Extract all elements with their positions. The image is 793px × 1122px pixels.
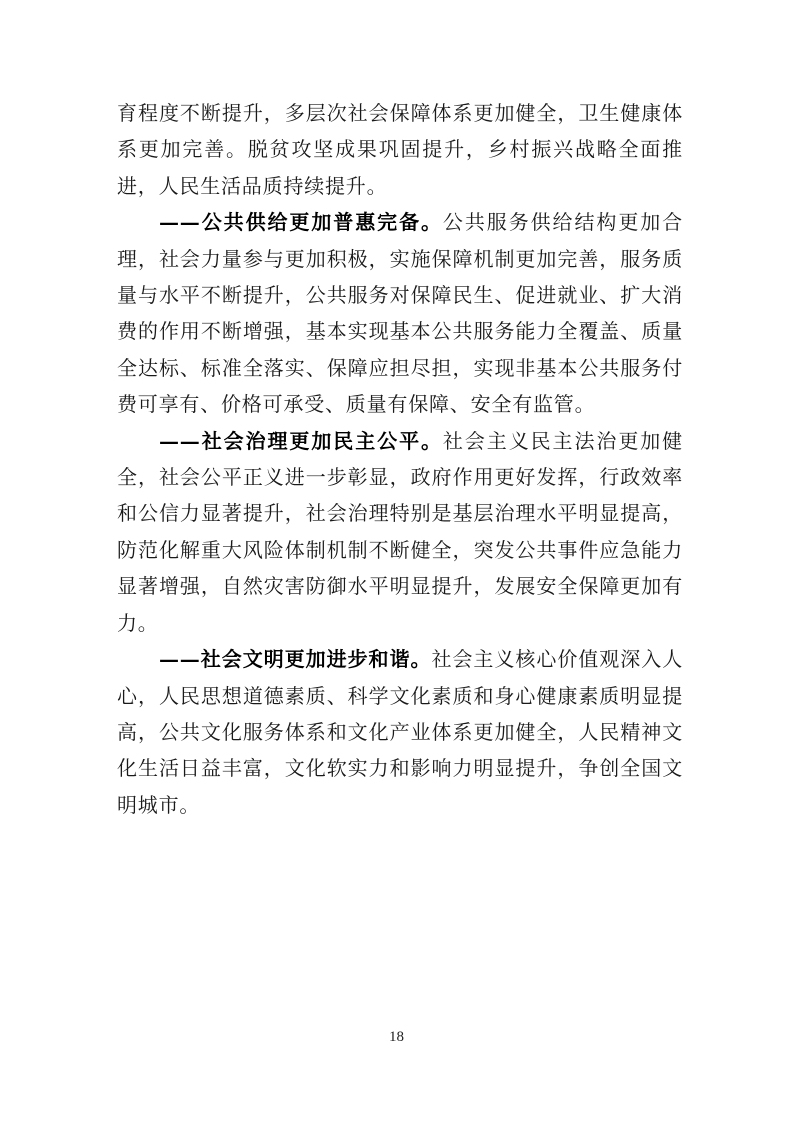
paragraph-text: 育程度不断提升，多层次社会保障体系更加健全，卫生健康体系更加完善。脱贫攻坚成果巩固提升，乡村振兴战略全面推进，人民生活品质持续提升。 bbox=[117, 101, 683, 198]
paragraph-social-governance bbox=[117, 423, 683, 641]
paragraph-text: 社会主义核心价值观深入人心，人民思想道德素质、科学文化素质和身心健康素质明显提高，公共文化服务体系和文化产业体系更加健全，人民精神文化生活日益丰富，文化软实力和影响力明显提升，争创全国文明城市。 bbox=[117, 647, 683, 817]
paragraph-continuation bbox=[117, 95, 683, 204]
paragraph-social-civilization bbox=[117, 641, 683, 823]
paragraph-text: 公共服务供给结构更加合理，社会力量参与更加积极，实施保障机制更加完善，服务质量与水平不断提升，公共服务对保障民生、促进就业、扩大消费的作用不断增强，基本实现基本公共服务能力全覆盖、质量全达标、标准全落实、保障应担尽担，实现非基本公共服务付费可享有、价格可承受、质量有保障、安全有监管。 bbox=[117, 210, 683, 417]
paragraph-public-supply bbox=[117, 204, 683, 422]
page-number: 18 bbox=[389, 1029, 404, 1045]
body-text bbox=[117, 95, 683, 823]
paragraph-heading: ——公共供给更加普惠完备。 bbox=[159, 210, 443, 235]
paragraph-heading: ——社会文明更加进步和谐。 bbox=[159, 647, 432, 672]
paragraph-heading: ——社会治理更加民主公平。 bbox=[159, 428, 443, 453]
paragraph-text: 社会主义民主法治更加健全，社会公平正义进一步彰显，政府作用更好发挥，行政效率和公信力显著提升，社会治理特别是基层治理水平明显提高，防范化解重大风险体制机制不断健全，突发公共事件应急能力显著增强，自然灾害防御水平明显提升，发展安全保障更加有力。 bbox=[117, 428, 683, 635]
